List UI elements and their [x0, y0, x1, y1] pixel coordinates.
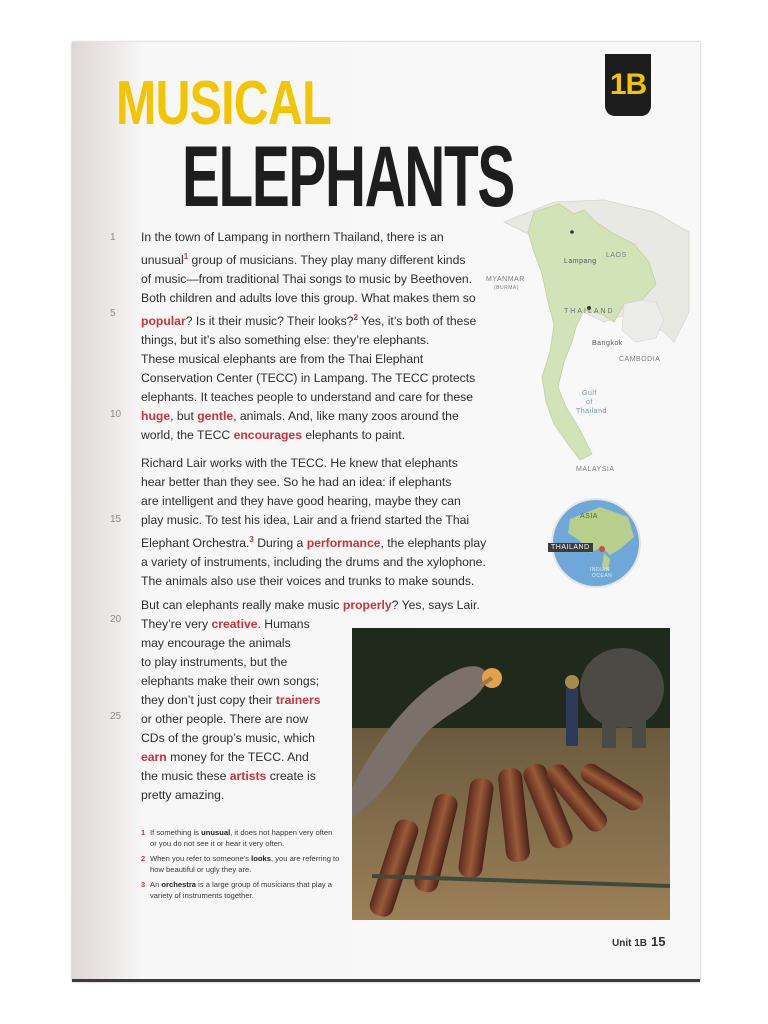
text-run: Yes, it’s both of these: [357, 314, 477, 329]
label-laos: LAOS: [606, 252, 627, 259]
text-line: may encourage the animals: [141, 636, 291, 650]
globe-label-indian: INDIAN: [590, 567, 610, 573]
footnote-ref: 3: [249, 535, 254, 544]
page-edge: [72, 979, 700, 982]
text-line: or other people. There are now: [141, 712, 309, 726]
photo-graphic: [352, 628, 670, 920]
label-bangkok: Bangkok: [592, 340, 623, 347]
text-run: create is: [266, 769, 316, 783]
footnote-3: [141, 880, 341, 901]
line-number: 25: [110, 711, 122, 722]
text-line: [141, 530, 486, 553]
footnote-text: When you refer to someone’s: [150, 854, 252, 864]
label-cambodia: CAMBODIA: [619, 356, 661, 363]
thailand-map-graphic: [484, 192, 694, 482]
asia-globe: [550, 497, 642, 589]
footnote-number: 3: [141, 880, 146, 890]
text-line: In the town of Lampang in northern Thailand, there is an: [141, 230, 444, 244]
text-line: a variety of instruments, including the drums and the xylophone.: [141, 555, 486, 570]
page-number: 15: [651, 934, 666, 949]
vocab-word-properly: properly: [342, 598, 392, 612]
text-run: money for the TECC. And: [166, 750, 309, 764]
text-run: the music these: [141, 769, 230, 783]
footnote-term: looks: [251, 854, 272, 864]
title-elephants: ELEPHANTS: [182, 129, 514, 225]
footnotes: [141, 828, 341, 907]
elephant-xylophone-photo: [352, 628, 670, 920]
text-run: , animals. And, like many zoos around the: [233, 409, 459, 423]
text-line: things, but it’s also something else: they’re elephants.: [141, 333, 430, 348]
paragraph-2: [141, 350, 475, 445]
text-line: of music—from traditional Thai songs to music by Beethoven.: [141, 272, 473, 287]
footnote-number: 2: [141, 854, 146, 864]
globe-thailand-marker: [599, 546, 605, 552]
vocab-word-artists: artists: [229, 769, 267, 783]
text-line: Richard Lair works with the TECC. He knew that elephants: [141, 456, 458, 470]
footnote-text: , you are referring to how beautiful or ugly they are.: [150, 854, 340, 874]
text-line: [141, 247, 476, 270]
background-elephant: [580, 648, 664, 728]
text-line: to play instruments, but the: [141, 655, 288, 669]
text-line: CDs of the group’s music, which: [141, 731, 315, 745]
text-run: ? Is it their music? Their looks?: [185, 314, 354, 329]
line-number: 20: [110, 614, 122, 625]
globe-label-thailand: THAILAND: [548, 543, 593, 552]
text-line: Conservation Center (TECC) in Lampang. The TECC protects: [141, 371, 476, 385]
text-line: [141, 426, 475, 445]
label-gulf-2: of: [586, 399, 593, 406]
text-line: play music. To test his idea, Lair and a friend started the Thai: [141, 513, 470, 527]
footnote-ref: 2: [353, 313, 358, 323]
title-musical: MUSICAL: [116, 69, 331, 138]
text-run: elephants to paint.: [302, 428, 405, 442]
footnote-ref: 1: [183, 252, 189, 261]
footnote-text: If something is: [150, 828, 202, 837]
footnote-text: is a large group of musicians that play a variety of instruments together.: [150, 880, 332, 900]
globe-label-ocean: OCEAN: [592, 573, 613, 579]
vocab-word-encourages: encourages: [233, 428, 302, 442]
vocab-word: unusual: [141, 253, 184, 268]
text-line: are intelligent and they have good hearing, maybe they can: [141, 494, 461, 508]
line-number: 15: [110, 514, 122, 525]
page-footer: [612, 934, 665, 949]
text-line: hear better than they see. So he had an idea: if elephants: [141, 475, 452, 489]
text-line: [141, 407, 475, 426]
text-line: The animals also use their voices and trunks to make sounds.: [141, 574, 475, 589]
text-run: group of musicians. They play many different kinds: [188, 253, 466, 268]
text-run: They’re very: [141, 617, 212, 631]
label-malaysia: MALAYSIA: [576, 466, 615, 473]
text-run: , but: [170, 409, 198, 423]
text-line: elephants. It teaches people to understand and care for these: [141, 390, 474, 404]
line-number: 1: [110, 232, 116, 243]
lampang-marker: [570, 230, 574, 234]
text-run: . Humans: [257, 617, 310, 631]
label-gulf-3: Thailand: [576, 408, 607, 415]
globe-label-asia: ASIA: [580, 513, 598, 520]
text-line: [141, 308, 476, 331]
thailand-map: [484, 192, 694, 482]
unit-badge: 1B: [605, 54, 651, 116]
text-run: But can elephants really make music: [141, 598, 343, 612]
text-line: pretty amazing.: [141, 788, 225, 802]
footnote-term: unusual: [201, 828, 231, 837]
footer-unit: Unit 1B: [612, 938, 647, 949]
vocab-word-earn: earn: [141, 750, 167, 764]
vocab-word-popular: popular: [141, 314, 186, 329]
footnote-2: [141, 854, 341, 875]
map-cambodia: [622, 300, 664, 342]
text-run: they don’t just copy their: [141, 693, 276, 707]
paragraph-1: [141, 228, 476, 350]
vocab-word-trainers: trainers: [275, 693, 321, 707]
text-run: During a: [253, 536, 307, 551]
footnote-text: An: [150, 880, 162, 890]
text-line: elephants make their own songs;: [141, 674, 320, 688]
mahout-figure: [566, 688, 578, 746]
text-line: These musical elephants are from the Thai Elephant: [141, 352, 424, 366]
label-burma: (BURMA): [494, 285, 519, 291]
line-number: 10: [110, 409, 122, 420]
footnote-text: , it does not happen very often or you do not see it or hear it very often.: [150, 828, 333, 848]
text-run: Elephant Orchestra.: [141, 536, 250, 551]
footnote-term: orchestra: [161, 880, 197, 890]
vocab-word-gentle: gentle: [197, 409, 234, 423]
vocab-word-creative: creative: [211, 617, 258, 631]
label-gulf-1: Gulf: [582, 390, 597, 397]
text-run: ? Yes, says Lair.: [391, 598, 480, 612]
text-line: Both children and adults love this group. What makes them so: [141, 291, 476, 306]
label-lampang: Lampang: [564, 258, 597, 265]
vocab-word-huge: huge: [141, 409, 171, 423]
line-number: 5: [110, 308, 116, 319]
label-thailand: THAILAND: [564, 308, 615, 315]
text-run: world, the TECC: [141, 428, 234, 442]
label-myanmar: MYANMAR: [486, 276, 525, 283]
text-line: [141, 596, 480, 615]
text-run: , the elephants play: [380, 536, 487, 551]
textbook-page: [72, 42, 700, 982]
paragraph-3: [141, 454, 486, 591]
vocab-word-performance: performance: [306, 536, 381, 551]
footnote-1: [141, 828, 341, 849]
footnote-number: 1: [141, 828, 146, 837]
